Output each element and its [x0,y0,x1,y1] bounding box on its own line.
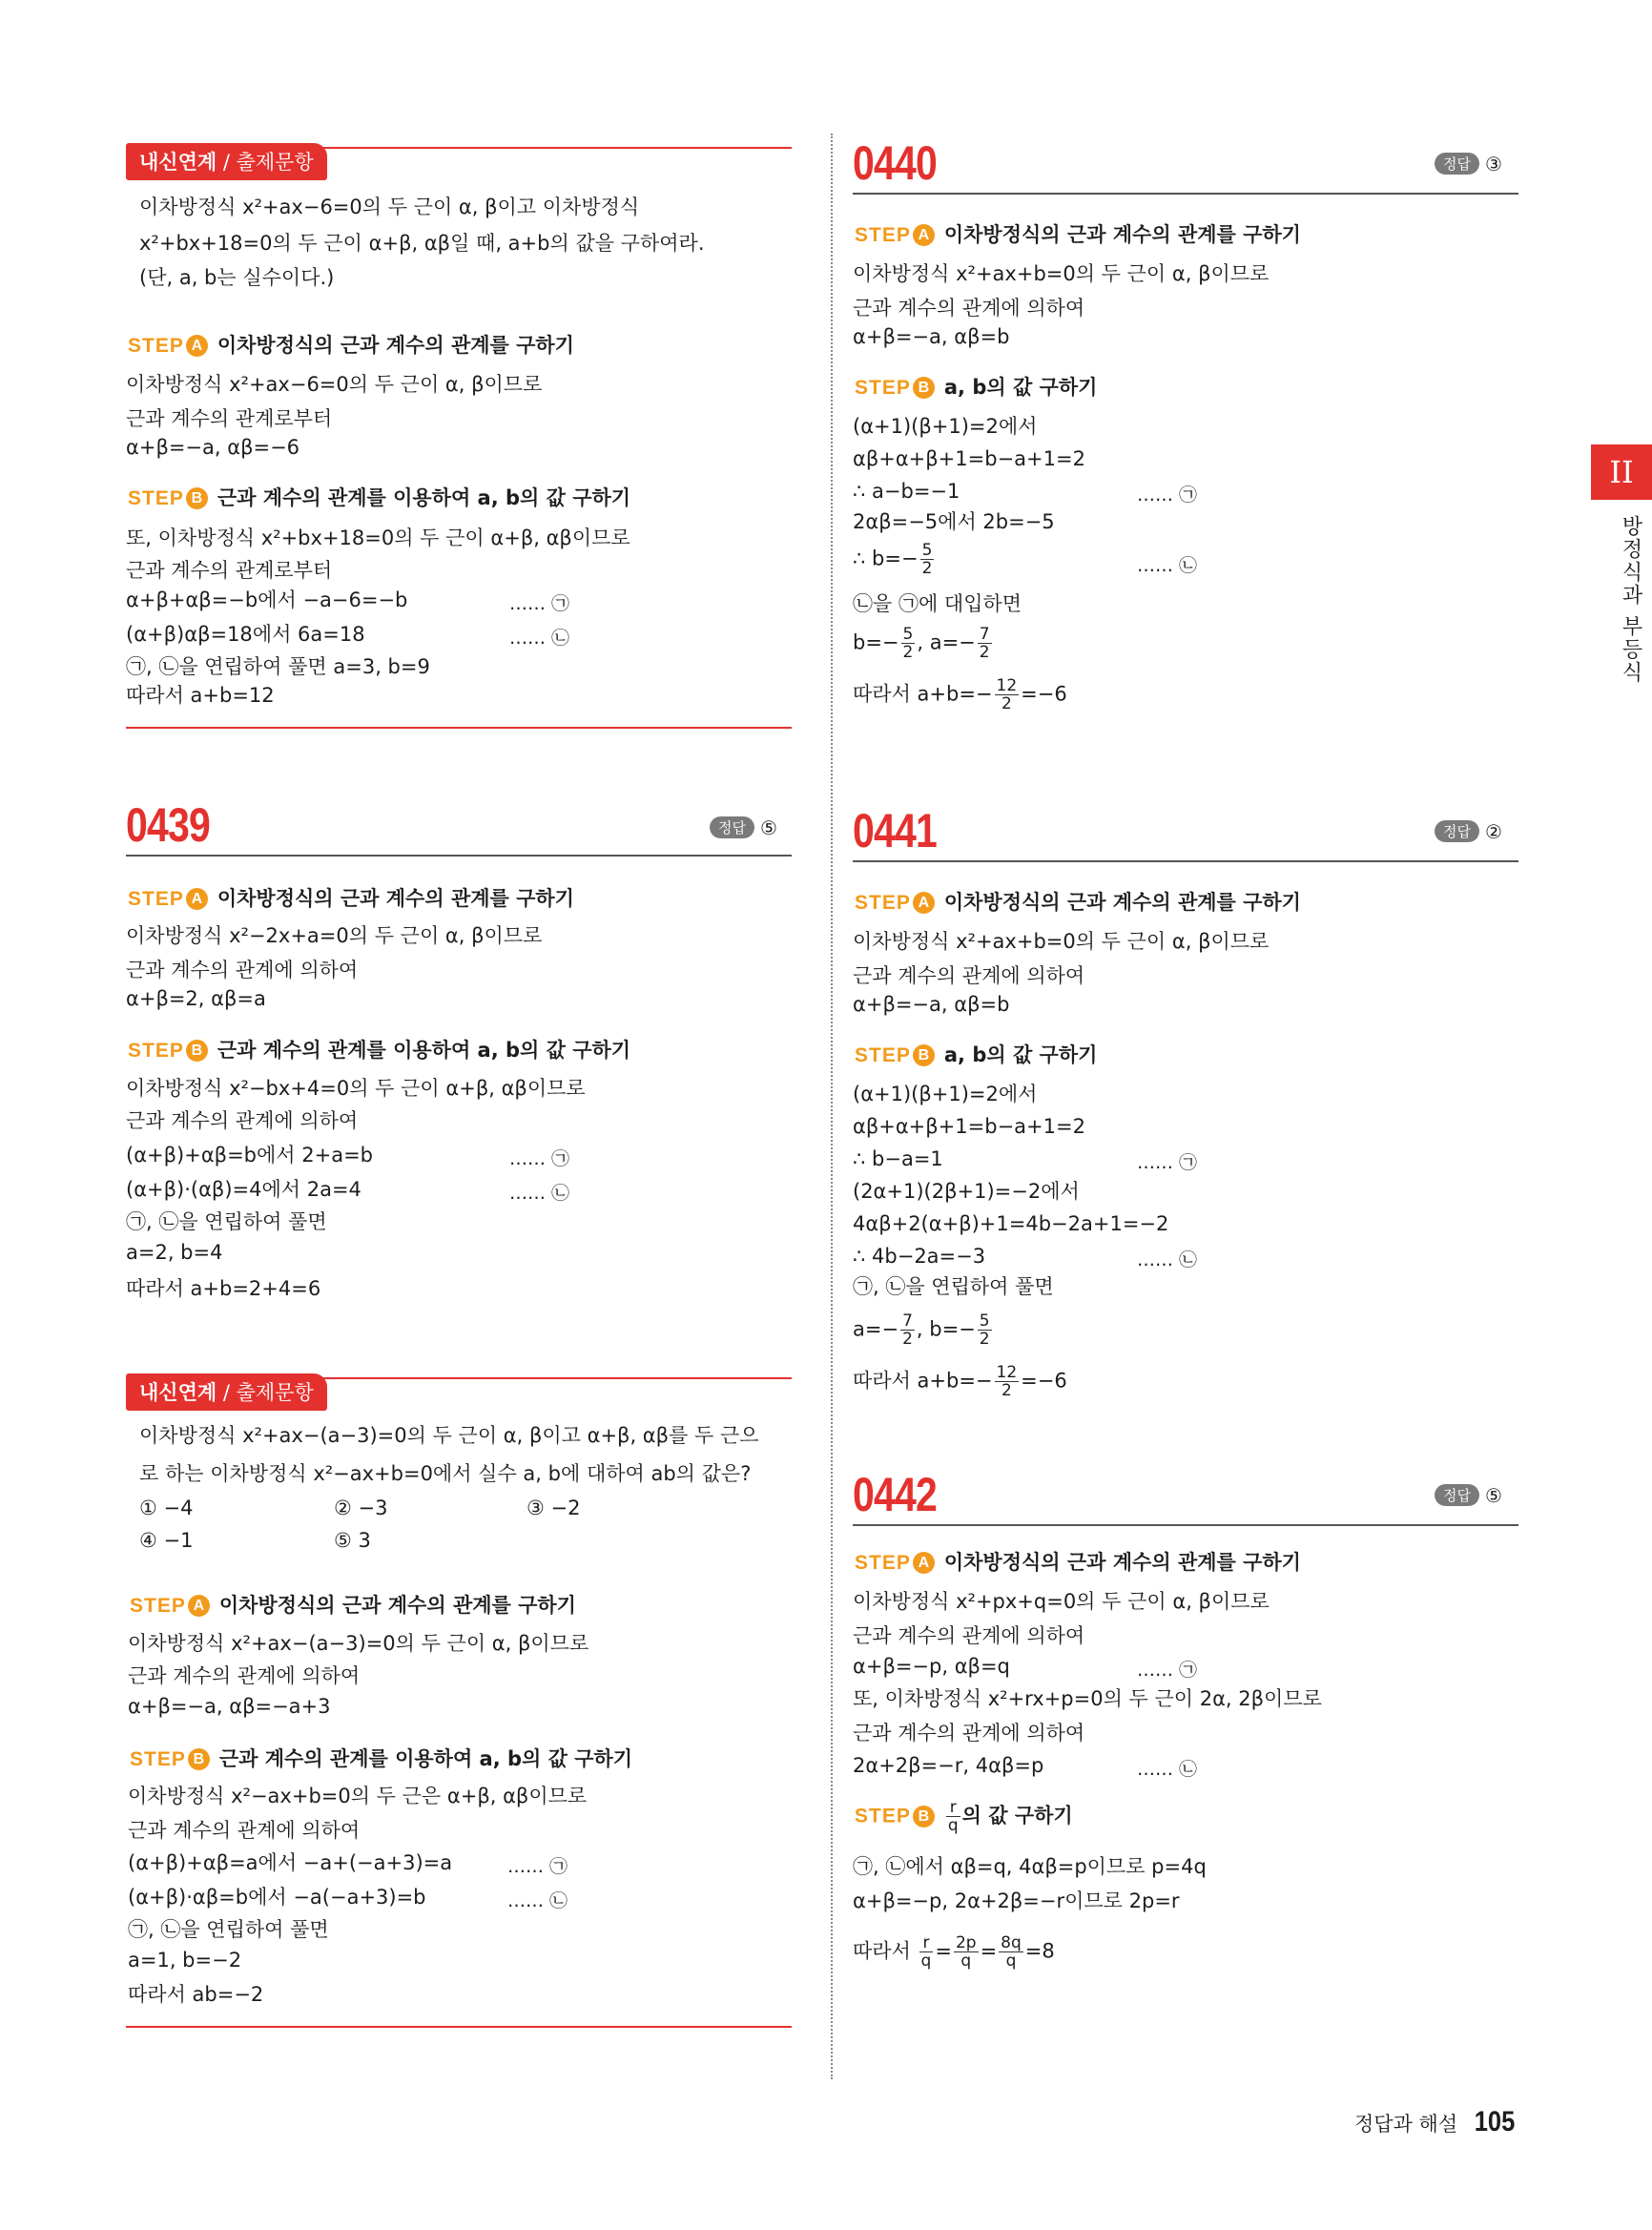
numerator: 7 [902,1311,913,1331]
step-b-badge: B [188,1748,210,1770]
denominator: 2 [1001,1381,1012,1400]
naesin2-stepB-header [130,1744,632,1772]
p0441-stepB-line-3: ∴ b−a=1 [853,1147,943,1170]
p0440-stepB-line-5 [853,542,936,577]
denominator: 2 [921,559,933,578]
p0442-stepA-line-4: 또, 이차방정식 x²+rx+p=0의 두 근이 2α, 2β이므로 [853,1687,1322,1710]
p0440-stepA-line-2: 근과 계수의 관계에 의하여 [853,297,1085,320]
naesin2-badge-sub: 출제문항 [236,1381,314,1404]
answer-value: ③ [1484,153,1502,176]
p0439-stepB-line-7: 따라서 a+b=2+4=6 [126,1277,321,1300]
denominator: 2 [902,643,914,662]
p0440-stepA-header [855,219,1301,248]
step-word: STEP [855,892,911,914]
p0439-stepB-line-6: a=2, b=4 [126,1241,223,1264]
answer-0441 [1435,820,1502,843]
naesin2-bottom-rule [126,2026,792,2028]
problem-number-0441: 0441 [853,804,937,857]
p0439-stepB-line-3: (α+β)+αβ=b에서 2+a=b [126,1144,373,1167]
p0439-mark-1: …… ㉠ [509,1148,570,1169]
p0442-stepA-title: 이차방정식의 근과 계수의 관계를 구하기 [943,1551,1301,1574]
p0440-stepB-line-3: ∴ a−b=−1 [853,480,960,503]
p0440-stepB-line-2: αβ+α+β+1=b−a+1=2 [853,447,1085,470]
p0441-mark-2: …… ㉡ [1137,1249,1198,1270]
step-word: STEP [128,1040,184,1062]
p0442-rule [853,1524,1518,1526]
p0440-stepA-title: 이차방정식의 근과 계수의 관계를 구하기 [943,223,1301,246]
p0442-stepA-line-5: 근과 계수의 관계에 의하여 [853,1722,1085,1745]
column-divider [831,134,833,2079]
p0440-stepB-title: a, b의 값 구하기 [943,376,1098,399]
problem-number-0440: 0440 [853,136,937,190]
p0442-conclusion-label: 따라서 [853,1939,911,1963]
p0440-mark-1: …… ㉠ [1137,485,1198,506]
naesin2-stepA-line-1: 이차방정식 x²+ax−(a−3)=0의 두 근이 α, β이므로 [128,1632,589,1655]
naesin2-badge-main: 내신연계 [139,1381,217,1404]
naesin2-stepB-line-6: a=1, b=−2 [128,1949,242,1972]
step-a-badge: A [186,335,208,357]
p0439-mark-2: …… ㉡ [509,1183,570,1204]
p0441-sum-result: =−6 [1021,1369,1067,1393]
p0441-stepB-line-4: (2α+1)(2β+1)=−2에서 [853,1180,1080,1203]
numerator: 5 [902,625,914,644]
naesin1-stepB-line-5: ㉠, ㉡을 연립하여 풀면 a=3, b=9 [126,655,430,678]
p0439-stepA-header [128,883,574,912]
numerator: 5 [921,541,933,560]
fraction [954,1934,979,1970]
p0441-stepB-title: a, b의 값 구하기 [943,1043,1098,1066]
naesin2-badge: 내신연계 / 출제문항 [126,1373,327,1411]
naesin1-stepB-header [128,483,630,511]
numerator: 2p [955,1933,977,1952]
fraction [920,542,935,577]
answer-label: 정답 [1435,820,1479,842]
step-a-badge: A [913,892,935,914]
p0442-stepB-line-2: α+β=−p, 2α+2β=−r이므로 2p=r [853,1889,1180,1912]
naesin1-stepA-line-1: 이차방정식 x²+ax−6=0의 두 근이 α, β이므로 [126,373,543,396]
naesin2-stepB-title: 근과 계수의 관계를 이용하여 a, b의 값 구하기 [218,1747,633,1770]
step-a-badge: A [186,888,208,910]
p0441-b-label: , b=− [916,1317,976,1341]
answer-0442 [1435,1484,1502,1507]
step-a-badge: A [913,224,935,246]
numerator: r [919,1934,934,1952]
p0439-stepB-title: 근과 계수의 관계를 이용하여 a, b의 값 구하기 [217,1039,631,1062]
numerator: 5 [979,1311,990,1331]
naesin1-problem-line-2: x²+bx+18=0의 두 근이 α+β, αβ일 때, a+b의 값을 구하여라. [139,232,705,255]
page-footer [1354,2106,1518,2138]
p0439-stepB-header [128,1035,630,1063]
step-word: STEP [130,1595,186,1617]
fraction [901,626,916,661]
p0440-stepA-line-1: 이차방정식 x²+ax+b=0의 두 근이 α, β이므로 [853,262,1270,285]
denominator: q [1005,1951,1017,1971]
answer-label: 정답 [1435,1484,1479,1506]
choice-4: ④ −1 [139,1529,194,1552]
fraction [946,1799,960,1834]
p0439-stepA-line-2: 근과 계수의 관계에 의하여 [126,959,359,981]
p0440-stepB-line-6: ㉡을 ㉠에 대입하면 [853,592,1022,615]
naesin1-bottom-rule [126,727,792,729]
p0441-sum-label: 따라서 a+b=− [853,1369,993,1393]
p0440-stepB-header [855,372,1097,401]
numerator: 7 [979,625,990,644]
step-word: STEP [855,1805,911,1827]
answer-0439 [710,816,777,839]
p0442-stepA-line-3: α+β=−p, αβ=q [853,1655,1010,1678]
problem-number-0439: 0439 [126,798,210,852]
naesin1-stepA-title: 이차방정식의 근과 계수의 관계를 구하기 [217,334,574,357]
naesin1-stepB-title: 근과 계수의 관계를 이용하여 a, b의 값 구하기 [217,486,631,509]
step-b-badge: B [186,1040,208,1062]
p0439-stepB-line-4: (α+β)·(αβ)=4에서 2a=4 [126,1178,361,1201]
denominator: 2 [979,643,990,662]
naesin1-problem-line-1: 이차방정식 x²+ax−6=0의 두 근이 α, β이고 이차방정식 [139,196,640,218]
p0441-a-label: a=− [853,1317,899,1341]
step-word: STEP [128,335,184,357]
choice-3: ③ −2 [527,1497,581,1519]
p0442-mark-1: …… ㉠ [1137,1660,1198,1681]
p0440-b-label: b=− [853,630,899,654]
problem-number-0442: 0442 [853,1468,937,1521]
numerator: 8q [1001,1933,1022,1952]
step-a-badge: A [188,1595,210,1617]
naesin1-stepA-header [128,330,574,359]
p0441-stepB-line-1: (α+1)(β+1)=2에서 [853,1083,1038,1105]
step-b-badge: B [913,377,935,399]
fraction [900,1312,915,1348]
fraction [978,626,992,661]
answer-value: ⑤ [759,816,777,839]
p0440-stepB-line-4: 2αβ=−5에서 2b=−5 [853,510,1055,533]
p0440-stepB-line-7 [853,626,994,661]
naesin2-mark-2: …… ㉡ [507,1890,568,1911]
p0441-stepA-line-3: α+β=−a, αβ=b [853,993,1010,1016]
naesin2-stepA-line-3: α+β=−a, αβ=−a+3 [128,1695,331,1718]
p0440-stepB-line-8 [853,677,1067,712]
denominator: 2 [979,1330,990,1349]
p0442-mark-2: …… ㉡ [1137,1759,1198,1780]
naesin1-stepA-line-2: 근과 계수의 관계로부터 [126,407,333,430]
p0442-stepA-line-2: 근과 계수의 관계에 의하여 [853,1624,1085,1647]
p0439-stepB-line-5: ㉠, ㉡을 연립하여 풀면 [126,1210,327,1233]
choice-5: ⑤ 3 [334,1529,371,1552]
footer-label: 정답과 해설 [1354,2113,1458,2136]
naesin2-problem-line-2: 로 하는 이차방정식 x²−ax+b=0에서 실수 a, b에 대하여 ab의 값은? [139,1462,752,1485]
naesin2-stepB-line-1: 이차방정식 x²−ax+b=0의 두 근은 α+β, αβ이므로 [128,1785,588,1807]
step-a-badge: A [913,1552,935,1574]
p0440-sum-label: 따라서 a+b=− [853,682,993,706]
p0442-stepB-header [855,1799,1073,1834]
p0441-stepA-line-2: 근과 계수의 관계에 의하여 [853,964,1085,987]
p0441-stepA-header [855,887,1301,916]
step-b-badge: B [913,1044,935,1066]
p0442-stepA-line-1: 이차방정식 x²+px+q=0의 두 근이 α, β이므로 [853,1590,1270,1613]
naesin2-mark-1: …… ㉠ [507,1856,568,1877]
naesin2-stepB-line-3: (α+β)+αβ=a에서 −a+(−a+3)=a [128,1851,453,1874]
naesin1-problem-line-3: (단, a, b는 실수이다.) [139,266,335,289]
p0440-sum-result: =−6 [1021,682,1067,706]
naesin2-stepB-line-5: ㉠, ㉡을 연립하여 풀면 [128,1918,329,1941]
p0439-stepB-line-1: 이차방정식 x²−bx+4=0의 두 근이 α+β, αβ이므로 [126,1077,586,1100]
p0441-stepB-line-5: 4αβ+2(α+β)+1=4b−2a+1=−2 [853,1212,1169,1235]
p0441-stepB-line-7: ㉠, ㉡을 연립하여 풀면 [853,1275,1054,1298]
denominator: q [960,1951,972,1971]
chapter-tab: II [1591,444,1652,500]
p0441-stepB-line-8 [853,1312,994,1348]
denominator: 2 [1001,694,1012,713]
p0440-stepA-line-3: α+β=−a, αβ=b [853,325,1010,348]
answer-value: ② [1484,820,1502,843]
denominator: 2 [902,1330,913,1349]
answer-0440 [1435,153,1502,176]
p0440-mark-2: …… ㉡ [1137,555,1198,576]
p0442-stepB-line-1: ㉠, ㉡에서 αβ=q, 4αβ=p이므로 p=4q [853,1855,1207,1878]
p0441-stepA-title: 이차방정식의 근과 계수의 관계를 구하기 [943,891,1301,914]
p0441-stepB-line-6: ∴ 4b−2a=−3 [853,1245,986,1268]
naesin1-stepB-line-6: 따라서 a+b=12 [126,684,275,707]
p0441-stepB-header [855,1040,1097,1068]
step-word: STEP [855,377,911,399]
step-word: STEP [855,1044,911,1066]
naesin2-stepB-line-2: 근과 계수의 관계에 의하여 [128,1819,361,1842]
numerator: r [946,1799,960,1817]
p0439-stepB-line-2: 근과 계수의 관계에 의하여 [126,1109,359,1132]
p0442-stepB-title: 의 값 구하기 [961,1804,1073,1827]
naesin2-stepB-line-4: (α+β)·αβ=b에서 −a(−a+3)=b [128,1886,426,1909]
p0442-result: =8 [1024,1939,1055,1963]
naesin1-stepB-line-4: (α+β)αβ=18에서 6a=18 [126,623,365,646]
p0439-stepA-line-3: α+β=2, αβ=a [126,987,266,1010]
numerator: 12 [996,1363,1018,1382]
naesin2-stepA-header [130,1590,576,1619]
p0440-a-label: , a=− [917,630,976,654]
naesin1-stepB-line-1: 또, 이차방정식 x²+bx+18=0의 두 근이 α+β, αβ이므로 [126,527,630,549]
p0441-stepA-line-1: 이차방정식 x²+ax+b=0의 두 근이 α, β이므로 [853,930,1270,953]
answer-value: ⑤ [1484,1484,1502,1507]
chapter-label: 방정식과 부등식 [1619,515,1642,684]
p0440-b-eq: ∴ b=− [853,547,919,570]
p0442-stepB-line-3: 따라서 $\frac{r}{q}$ = $\frac{2p}{q}$ = $\frac{8q}{q}$ =8 [853,1933,1055,1971]
p0442-stepA-header [855,1547,1301,1576]
p0441-mark-1: …… ㉠ [1137,1152,1198,1173]
p0439-rule [126,855,792,857]
p0440-stepB-line-1: (α+1)(β+1)=2에서 [853,415,1038,438]
denominator: q [920,1951,932,1971]
p0440-rule [853,193,1518,195]
p0439-stepA-line-1: 이차방정식 x²−2x+a=0의 두 근이 α, β이므로 [126,924,543,947]
step-b-badge: B [913,1806,935,1827]
fraction [999,1934,1023,1970]
naesin2-problem-line-1: 이차방정식 x²+ax−(a−3)=0의 두 근이 α, β이고 α+β, αβ를 두 근으 [139,1424,759,1447]
naesin2-stepA-title: 이차방정식의 근과 계수의 관계를 구하기 [218,1594,576,1617]
naesin1-badge: 내신연계 / 출제문항 [126,143,327,180]
naesin1-mark-2: …… ㉡ [509,628,570,649]
choice-1: ① −4 [139,1497,194,1519]
step-word: STEP [855,224,911,246]
answer-label: 정답 [1435,153,1479,175]
naesin1-stepB-line-3: α+β+αβ=−b에서 −a−6=−b [126,588,408,611]
naesin1-mark-1: …… ㉠ [509,593,570,614]
naesin2-stepB-line-7: 따라서 ab=−2 [128,1983,264,2006]
naesin1-badge-sub: 출제문항 [236,151,314,174]
step-b-badge: B [186,487,208,509]
p0441-stepB-line-2: αβ+α+β+1=b−a+1=2 [853,1115,1085,1138]
step-word: STEP [128,487,184,509]
fraction [995,1364,1020,1399]
denominator: q [947,1816,959,1835]
naesin1-badge-main: 내신연계 [139,151,217,174]
naesin2-stepA-line-2: 근과 계수의 관계에 의하여 [128,1664,361,1687]
choice-2: ② −3 [334,1497,388,1519]
naesin1-stepB-line-2: 근과 계수의 관계로부터 [126,559,333,582]
p0441-stepB-line-9 [853,1364,1067,1399]
fraction [919,1934,934,1970]
fraction [978,1312,992,1348]
step-word: STEP [130,1748,186,1770]
naesin1-stepA-line-3: α+β=−a, αβ=−6 [126,436,300,459]
p0441-rule [853,860,1518,862]
fraction [995,677,1020,712]
numerator: 12 [996,676,1018,695]
step-word: STEP [855,1552,911,1574]
p0439-stepA-title: 이차방정식의 근과 계수의 관계를 구하기 [217,887,574,910]
p0442-stepA-line-6: 2α+2β=−r, 4αβ=p [853,1754,1044,1777]
answer-label: 정답 [710,816,754,838]
page-number: 105 [1474,2106,1516,2137]
step-word: STEP [128,888,184,910]
